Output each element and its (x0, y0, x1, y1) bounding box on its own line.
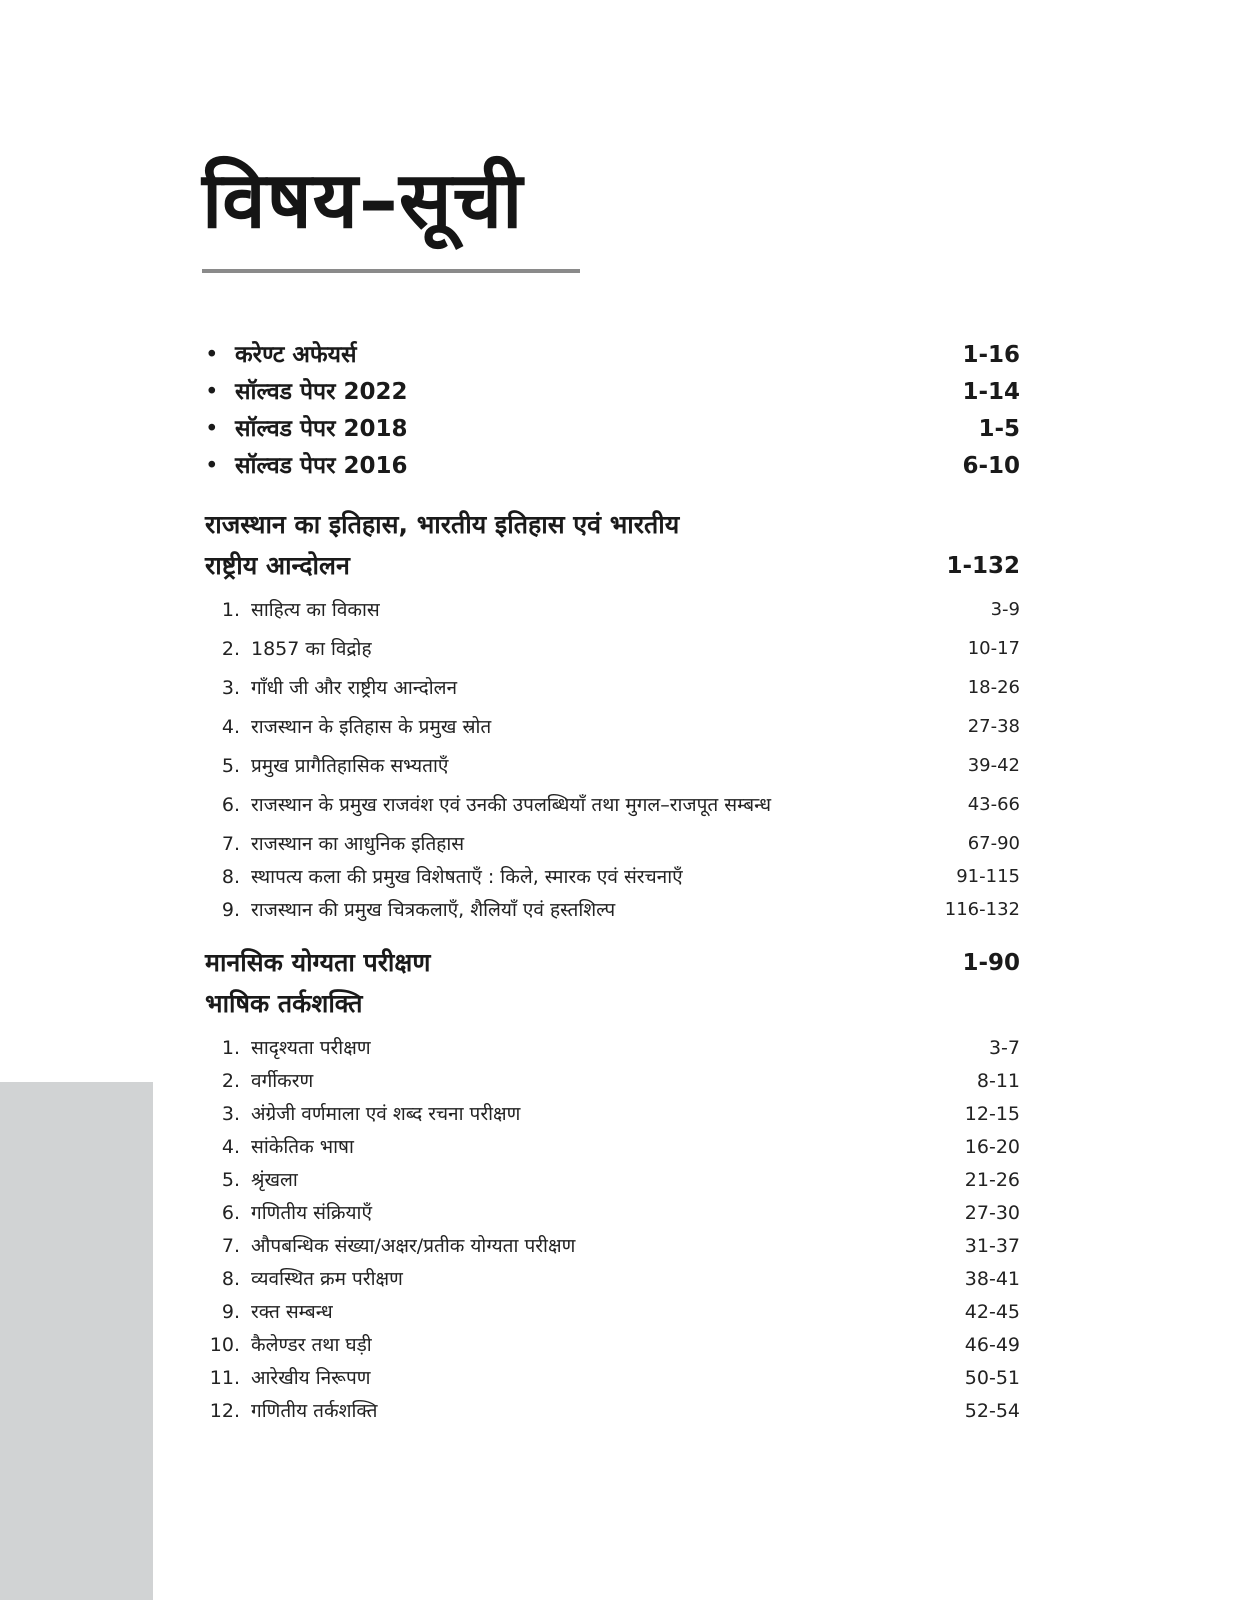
toc-entry-pages: 1-5 (978, 416, 1020, 442)
toc-item-title: व्यवस्थित क्रम परीक्षण (251, 1268, 403, 1290)
toc-item-title: स्थापत्य कला की प्रमुख विशेषताएँ : किले, स्मारक एवं संरचनाएँ (251, 866, 683, 888)
toc-item[interactable] (205, 829, 1020, 859)
bullet-icon: • (205, 416, 219, 442)
toc-item-number: 5. (221, 1169, 240, 1191)
page-title: विषय–सूची (202, 156, 524, 246)
toc-item-number: 4. (221, 716, 240, 738)
toc-item-title: गाँधी जी और राष्ट्रीय आन्दोलन (251, 677, 458, 699)
toc-item-number: 8. (221, 866, 240, 888)
toc-bullet-entry[interactable] (205, 338, 1020, 372)
toc-item-number: 6. (221, 1202, 240, 1224)
toc-item-number: 11. (209, 1367, 240, 1389)
toc-item[interactable] (205, 1363, 1020, 1393)
toc-item-pages: 3-9 (990, 599, 1020, 620)
toc-item-pages: 16-20 (964, 1136, 1020, 1158)
toc-item[interactable] (205, 1198, 1020, 1228)
toc-item-title: राजस्थान की प्रमुख चित्रकलाएँ, शैलियाँ एवं हस्तशिल्प (251, 899, 616, 921)
toc-item-pages: 18-26 (967, 677, 1020, 698)
toc-entry-pages: 1-16 (962, 342, 1020, 368)
toc-item[interactable] (205, 673, 1020, 703)
toc-item-title: 1857 का विद्रोह (251, 638, 372, 660)
toc-item-number: 3. (221, 677, 240, 699)
toc-bullet-entry[interactable] (205, 375, 1020, 409)
toc-item-pages: 21-26 (964, 1169, 1020, 1191)
toc-item[interactable] (205, 895, 1020, 925)
toc-item[interactable] (205, 1231, 1020, 1261)
toc-item[interactable] (205, 1066, 1020, 1096)
toc-item-number: 8. (221, 1268, 240, 1290)
section-pages: 1-132 (946, 553, 1020, 579)
bullet-icon: • (205, 379, 219, 405)
toc-item-title: राजस्थान के प्रमुख राजवंश एवं उनकी उपलब्धियाँ तथा मुगल–राजपूत सम्बन्ध (251, 794, 772, 816)
toc-item-number: 6. (221, 794, 240, 816)
section-heading[interactable] (205, 944, 1020, 982)
toc-item-pages: 10-17 (967, 638, 1020, 659)
toc-item-number: 9. (221, 1301, 240, 1323)
toc-item[interactable] (205, 595, 1020, 625)
section-heading (205, 506, 1020, 544)
toc-item-number: 7. (221, 1235, 240, 1257)
toc-item-title: सांकेतिक भाषा (251, 1136, 354, 1158)
toc-item[interactable] (205, 751, 1020, 781)
toc-item-pages: 38-41 (964, 1268, 1020, 1290)
toc-item[interactable] (205, 862, 1020, 892)
toc-item-title: गणितीय तर्कशक्ति (251, 1400, 378, 1422)
toc-item-number: 5. (221, 755, 240, 777)
toc-item-pages: 12-15 (964, 1103, 1020, 1125)
toc-item-number: 2. (221, 638, 240, 660)
toc-item-title: प्रमुख प्रागैतिहासिक सभ्यताएँ (251, 755, 449, 777)
toc-item-number: 4. (221, 1136, 240, 1158)
toc-bullet-entry[interactable] (205, 449, 1020, 483)
toc-item-pages: 39-42 (967, 755, 1020, 776)
section-subheading (205, 985, 1020, 1023)
toc-item-pages: 67-90 (967, 833, 1020, 854)
toc-item[interactable] (205, 1132, 1020, 1162)
toc-entry-title: सॉल्वड पेपर 2016 (235, 453, 408, 479)
toc-item-number: 3. (221, 1103, 240, 1125)
toc-item-pages: 31-37 (964, 1235, 1020, 1257)
toc-item[interactable] (205, 1033, 1020, 1063)
toc-item-title: राजस्थान के इतिहास के प्रमुख स्रोत (251, 716, 492, 738)
toc-bullet-entry[interactable] (205, 412, 1020, 446)
toc-item-title: अंग्रेजी वर्णमाला एवं शब्द रचना परीक्षण (251, 1103, 521, 1125)
toc-item-title: गणितीय संक्रियाएँ (251, 1202, 372, 1224)
toc-item[interactable] (205, 1264, 1020, 1294)
section-heading-line2: राष्ट्रीय आन्दोलन (205, 551, 350, 580)
toc-item-number: 10. (209, 1334, 240, 1356)
toc-item-pages: 116-132 (944, 899, 1020, 920)
toc-item-pages: 27-30 (964, 1202, 1020, 1224)
section-subheading-title: भाषिक तर्कशक्ति (205, 989, 363, 1018)
toc-entry-title: सॉल्वड पेपर 2018 (235, 416, 408, 442)
toc-item[interactable] (205, 634, 1020, 664)
section-heading-title: मानसिक योग्यता परीक्षण (205, 948, 431, 977)
toc-item[interactable] (205, 1165, 1020, 1195)
toc-item-title: श्रृंखला (251, 1169, 298, 1191)
toc-item[interactable] (205, 790, 1020, 820)
toc-item-number: 7. (221, 833, 240, 855)
toc-entry-pages: 6-10 (962, 453, 1020, 479)
toc-item[interactable] (205, 1330, 1020, 1360)
section-heading[interactable] (205, 547, 1020, 585)
toc-item-number: 9. (221, 899, 240, 921)
toc-item[interactable] (205, 1099, 1020, 1129)
toc-item-title: रक्त सम्बन्ध (251, 1301, 333, 1323)
title-underline (202, 269, 580, 273)
toc-item-pages: 43-66 (967, 794, 1020, 815)
toc-item-pages: 91-115 (956, 866, 1020, 887)
toc-item-title: आरेखीय निरूपण (251, 1367, 371, 1389)
toc-item[interactable] (205, 712, 1020, 742)
toc-item-title: वर्गीकरण (251, 1070, 314, 1092)
toc-item-title: औपबन्धिक संख्या/अक्षर/प्रतीक योग्यता परीक्षण (251, 1235, 576, 1257)
toc-item-number: 12. (209, 1400, 240, 1422)
toc-item-pages: 3-7 (988, 1037, 1020, 1059)
toc-item-pages: 42-45 (964, 1301, 1020, 1323)
toc-item-title: राजस्थान का आधुनिक इतिहास (251, 833, 465, 855)
toc-item-pages: 50-51 (964, 1367, 1020, 1389)
bullet-icon: • (205, 453, 219, 479)
toc-item-number: 2. (221, 1070, 240, 1092)
side-band (0, 1082, 153, 1600)
section-pages: 1-90 (962, 950, 1020, 976)
toc-item-title: कैलेण्डर तथा घड़ी (251, 1334, 372, 1356)
bullet-icon: • (205, 342, 219, 368)
toc-item-number: 1. (221, 1037, 240, 1059)
toc-item[interactable] (205, 1297, 1020, 1327)
toc-item[interactable] (205, 1396, 1020, 1426)
toc-item-title: सादृश्यता परीक्षण (251, 1037, 371, 1059)
section-heading-line1: राजस्थान का इतिहास, भारतीय इतिहास एवं भारतीय (205, 510, 680, 539)
toc-item-title: साहित्य का विकास (251, 599, 380, 621)
toc-item-pages: 46-49 (964, 1334, 1020, 1356)
toc-entry-pages: 1-14 (962, 379, 1020, 405)
toc-item-number: 1. (221, 599, 240, 621)
toc-item-pages: 8-11 (976, 1070, 1020, 1092)
toc-item-pages: 52-54 (964, 1400, 1020, 1422)
toc-item-pages: 27-38 (967, 716, 1020, 737)
toc-entry-title: सॉल्वड पेपर 2022 (235, 379, 408, 405)
toc-entry-title: करेण्ट अफेयर्स (235, 342, 357, 368)
